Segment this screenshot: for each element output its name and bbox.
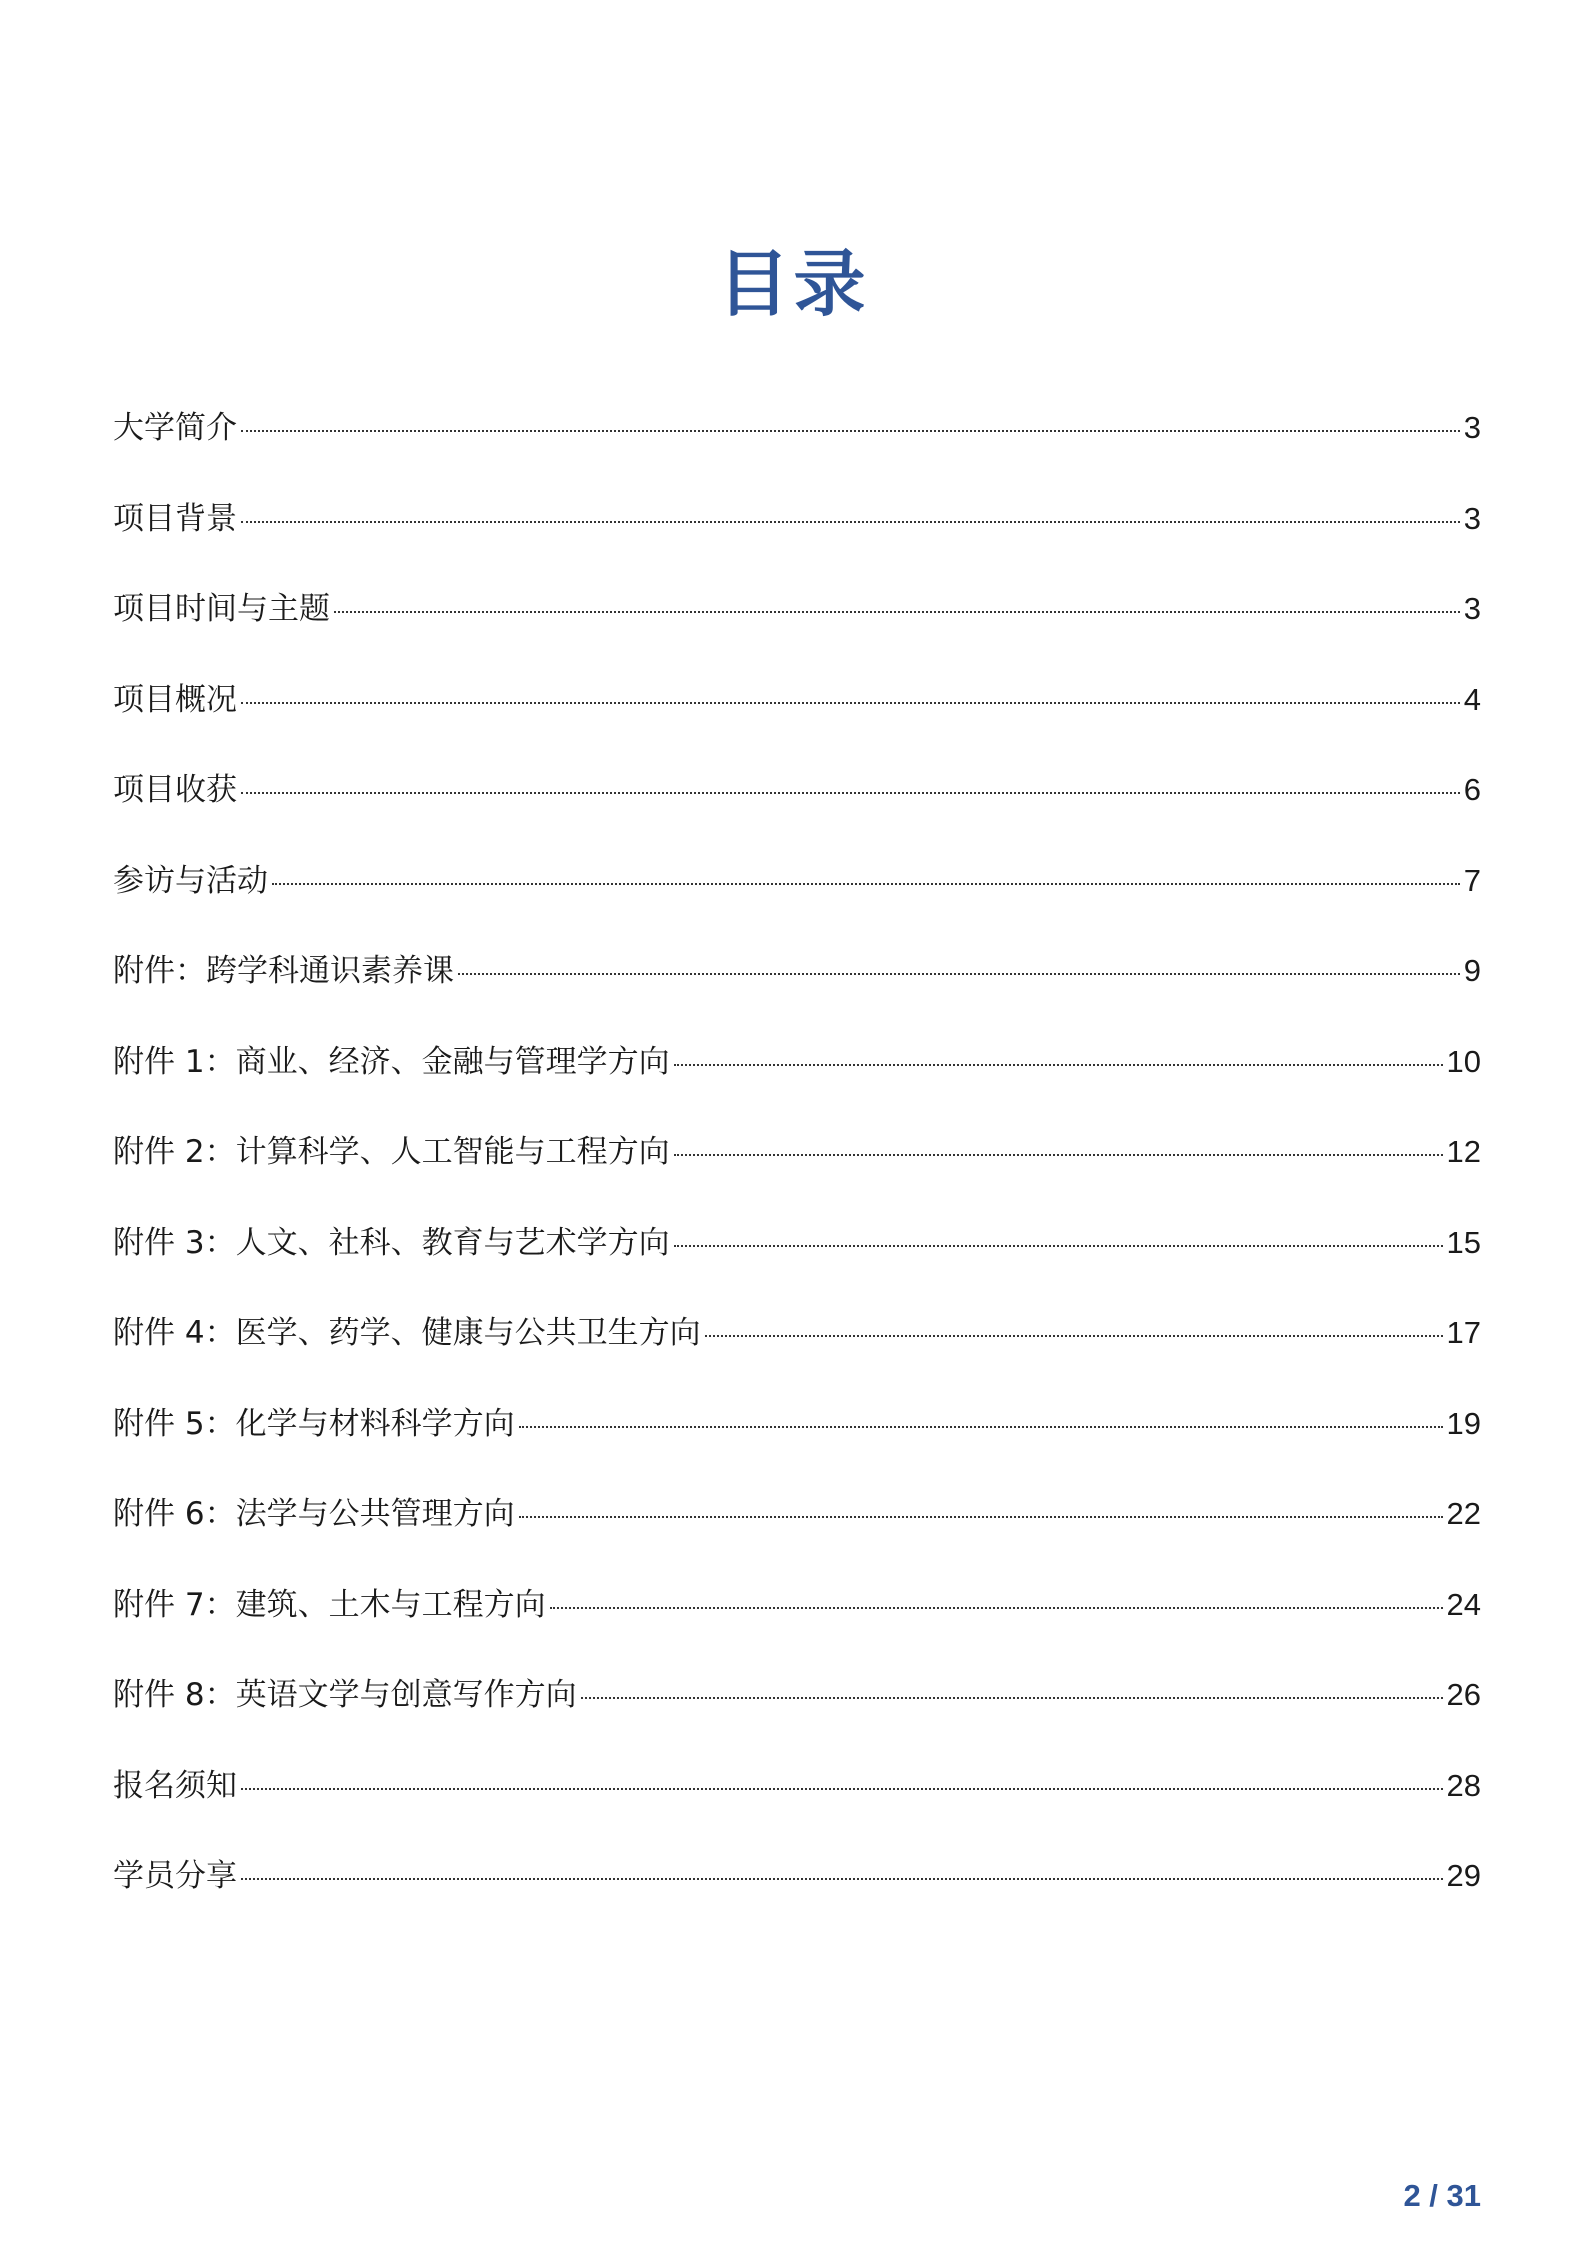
dot-leader <box>334 611 1460 613</box>
dot-leader <box>674 1245 1443 1247</box>
dot-leader <box>519 1516 1443 1518</box>
dot-leader <box>458 973 1460 975</box>
toc-entry[interactable] <box>113 1394 1481 1485</box>
dot-leader <box>519 1426 1443 1428</box>
table-of-contents <box>113 398 1481 1937</box>
toc-entry-page: 17 <box>1446 1315 1481 1350</box>
page-title: 目录 <box>717 242 870 327</box>
dot-leader <box>550 1607 1443 1609</box>
toc-entry-page: 3 <box>1463 500 1481 536</box>
toc-entry-page: 6 <box>1463 772 1481 807</box>
dot-leader <box>241 430 1460 432</box>
dot-leader <box>241 1788 1443 1790</box>
toc-entry[interactable] <box>113 1213 1481 1304</box>
toc-entry-page: 7 <box>1463 862 1481 898</box>
toc-entry-page: 28 <box>1446 1767 1481 1803</box>
toc-entry-page: 15 <box>1446 1224 1481 1260</box>
toc-entry-page: 24 <box>1446 1586 1481 1622</box>
toc-entry-label: 项目背景 <box>113 500 237 537</box>
toc-entry[interactable] <box>113 579 1481 670</box>
toc-entry-page: 12 <box>1446 1134 1481 1169</box>
dot-leader <box>241 1878 1443 1880</box>
page-indicator: 2 / 31 <box>1403 2178 1481 2213</box>
toc-entry-label: 附件 7：建筑、土木与工程方向 <box>113 1586 546 1623</box>
toc-entry[interactable] <box>113 489 1481 580</box>
dot-leader <box>272 883 1460 885</box>
dot-leader <box>674 1064 1443 1066</box>
toc-entry-page: 22 <box>1446 1496 1481 1531</box>
toc-entry-label: 项目收获 <box>113 772 237 808</box>
dot-leader <box>674 1154 1443 1156</box>
toc-entry-page: 3 <box>1463 591 1481 626</box>
toc-entry[interactable] <box>113 851 1481 942</box>
toc-entry-page: 19 <box>1446 1405 1481 1441</box>
toc-entry-label: 附件 2：计算科学、人工智能与工程方向 <box>113 1134 670 1170</box>
toc-entry-label: 附件 8：英语文学与创意写作方向 <box>113 1677 577 1713</box>
toc-entry-page: 4 <box>1463 681 1481 717</box>
toc-entry-label: 参访与活动 <box>113 862 268 899</box>
toc-entry-label: 附件：跨学科通识素养课 <box>113 953 454 989</box>
toc-entry[interactable] <box>113 760 1481 851</box>
toc-entry[interactable] <box>113 1846 1481 1937</box>
toc-entry[interactable] <box>113 1303 1481 1394</box>
toc-entry[interactable] <box>113 1665 1481 1756</box>
dot-leader <box>241 521 1460 523</box>
toc-entry[interactable] <box>113 1122 1481 1213</box>
toc-entry-label: 大学简介 <box>113 410 237 446</box>
toc-entry-page: 3 <box>1463 410 1481 445</box>
toc-entry[interactable] <box>113 1756 1481 1847</box>
toc-entry-label: 附件 6：法学与公共管理方向 <box>113 1496 515 1532</box>
toc-entry-label: 学员分享 <box>113 1858 237 1894</box>
toc-entry[interactable] <box>113 941 1481 1032</box>
toc-entry[interactable] <box>113 398 1481 489</box>
toc-entry-label: 附件 3：人文、社科、教育与艺术学方向 <box>113 1224 670 1261</box>
toc-entry[interactable] <box>113 670 1481 761</box>
dot-leader <box>705 1335 1443 1337</box>
toc-entry-label: 项目概况 <box>113 681 237 718</box>
toc-entry-label: 项目时间与主题 <box>113 591 330 627</box>
dot-leader <box>241 792 1460 794</box>
toc-entry[interactable] <box>113 1032 1481 1123</box>
toc-entry-label: 附件 1：商业、经济、金融与管理学方向 <box>113 1043 670 1080</box>
toc-entry-page: 29 <box>1446 1858 1481 1893</box>
toc-entry[interactable] <box>113 1575 1481 1666</box>
toc-entry-label: 附件 5：化学与材料科学方向 <box>113 1405 515 1442</box>
dot-leader <box>241 702 1460 704</box>
toc-entry-page: 9 <box>1463 953 1481 988</box>
toc-entry-page: 10 <box>1446 1043 1481 1079</box>
dot-leader <box>581 1697 1443 1699</box>
toc-entry[interactable] <box>113 1484 1481 1575</box>
toc-entry-label: 报名须知 <box>113 1767 237 1804</box>
toc-entry-label: 附件 4：医学、药学、健康与公共卫生方向 <box>113 1315 701 1351</box>
toc-entry-page: 26 <box>1446 1677 1481 1712</box>
